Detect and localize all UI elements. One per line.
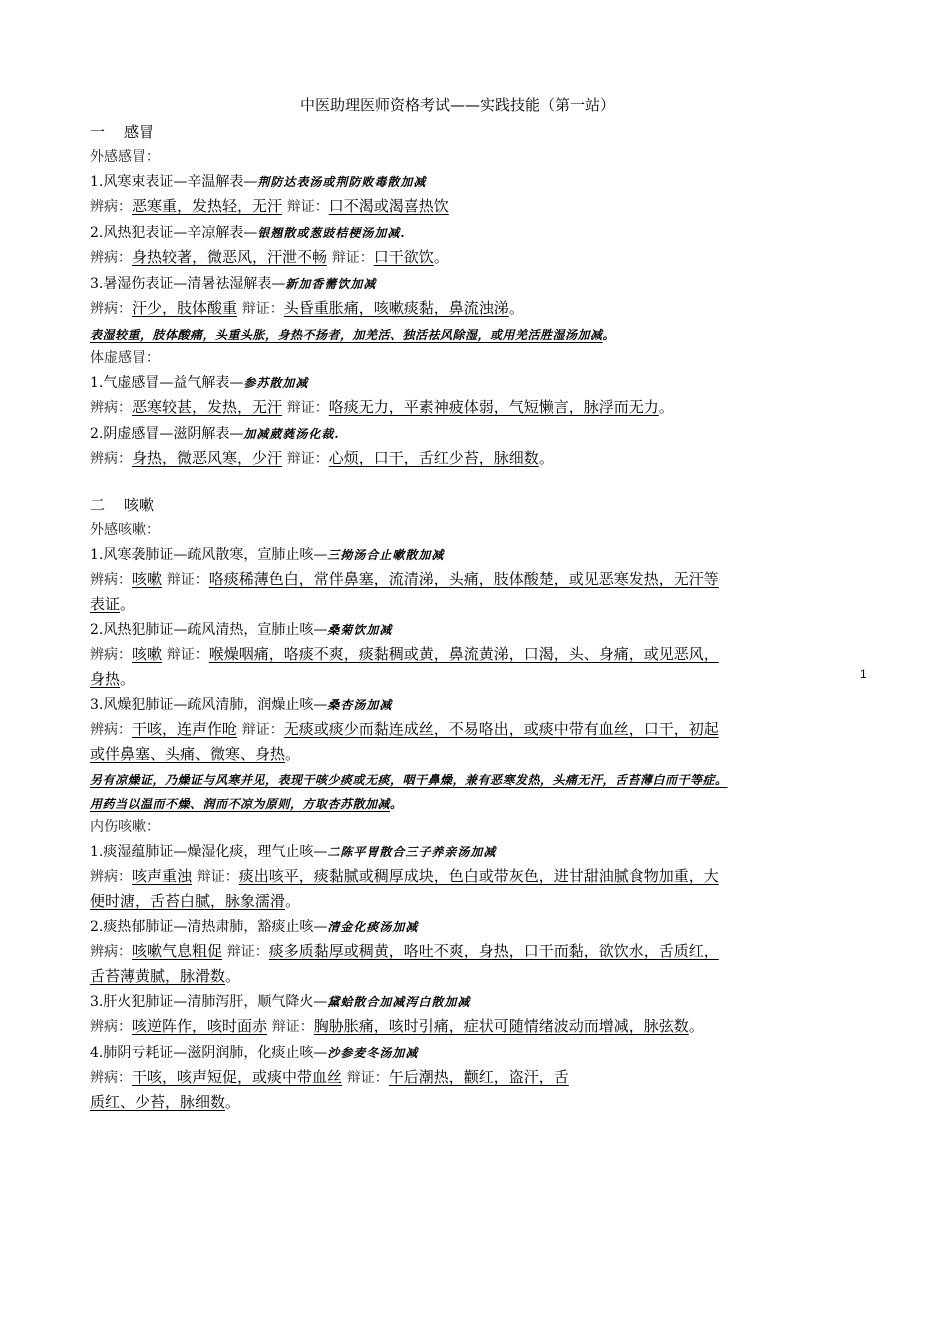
subheading: 外感咳嗽：: [90, 522, 160, 538]
diagnosis-line: 辨病：恶寒重，发热轻，无汗 辩证：口不渴或渴喜热饮: [90, 197, 449, 215]
syndrome-heading: 3.肝火犯肺证—清肺泻肝，顺气降火—黛蛤散合加减泻白散加减: [90, 994, 471, 1010]
document-body: [90, 120, 730, 1116]
diagnosis-line: 辨病：咳声重浊 辩证：痰出咳平，痰黏腻或稠厚成块，色白或带灰色，进甘甜油腻食物加重，大便时溏，舌苔白腻，脉象濡滑。: [90, 867, 719, 910]
diagnosis-line: 辨病：干咳，连声作呛 辩证：无痰或痰少而黏连成丝，不易咯出，或痰中带有血丝，口干，初起或伴鼻塞、头痛、微寒、身热。: [90, 720, 719, 763]
diagnosis-line: 辨病：汗少，肢体酸重 辩证：头昏重胀痛，咳嗽痰黏，鼻流浊涕。: [90, 299, 524, 317]
diagnosis-line: 辨病：身热，微恶风寒，少汗 辩证：心烦，口干，舌红少苔，脉细数。: [90, 449, 554, 467]
diagnosis-line: 辨病：咳嗽气息粗促 辩证：痰多质黏厚或稠黄，咯吐不爽，身热，口干而黏，欲饮水，舌质红，舌苔薄黄腻，脉滑数。: [90, 942, 719, 985]
syndrome-heading: 4.肺阴亏耗证—滋阴润肺，化痰止咳—沙参麦冬汤加减: [90, 1045, 419, 1061]
syndrome-heading: 2.风热犯表证—辛凉解表—银翘散或葱豉桔梗汤加减.: [90, 225, 406, 241]
note-text: 另有凉燥证，乃燥证与风寒并见，表现干咳少痰或无痰，咽干鼻燥，兼有恶寒发热，头痛无汗，舌苔薄白而干等症。用药当以温而不燥、润而不凉为原则，方取杏苏散加减。: [90, 773, 728, 811]
syndrome-heading: 2.痰热郁肺证—清热肃肺，豁痰止咳—清金化痰汤加减: [90, 919, 419, 935]
diagnosis-line: 辨病：咳嗽 辩证：咯痰稀薄色白，常伴鼻塞，流清涕，头痛，肢体酸楚，或见恶寒发热，无汗等表证。: [90, 570, 719, 613]
prescription: 黛蛤散合加减泻白散加减: [327, 995, 471, 1009]
diagnosis-line: 辨病：身热较著，微恶风，汗泄不畅 辩证：口干欲饮。: [90, 248, 449, 266]
prescription: 荆防达表汤或荆防败毒散加减: [257, 175, 427, 189]
section-number: 二: [90, 496, 106, 514]
subheading: 体虚感冒：: [90, 350, 160, 366]
prescription: 加减葳蕤汤化裁.: [243, 427, 340, 441]
section-name: 感冒: [124, 123, 155, 141]
diagnosis-line: 辨病：恶寒较甚，发热，无汗 辩证：咯痰无力，平素神疲体弱，气短懒言，脉浮而无力。: [90, 398, 674, 416]
subheading: 内伤咳嗽：: [90, 819, 160, 835]
syndrome-heading: 2.阴虚感冒—滋阴解表—加减葳蕤汤化裁.: [90, 426, 340, 442]
section-number: 一: [90, 123, 106, 141]
syndrome-heading: 3.暑湿伤表证—清暑祛湿解表—新加香薷饮加减: [90, 276, 377, 292]
syndrome-heading: 3.风燥犯肺证—疏风清肺，润燥止咳—桑杏汤加减: [90, 697, 393, 713]
prescription: 新加香薷饮加减: [285, 277, 377, 291]
subheading: 外感感冒：: [90, 149, 160, 165]
syndrome-heading: 2.风热犯肺证—疏风清热，宣肺止咳—桑菊饮加减: [90, 622, 393, 638]
prescription: 银翘散或葱豉桔梗汤加减.: [257, 226, 406, 240]
prescription: 清金化痰汤加减: [327, 920, 419, 934]
note-text: 表湿较重，肢体酸痛，头重头胀，身热不扬者，加羌活、独活祛风除湿，或用羌活胜湿汤加减。: [90, 328, 616, 342]
syndrome-heading: 1.风寒束表证—辛温解表—荆防达表汤或荆防败毒散加减: [90, 174, 427, 190]
prescription: 参苏散加减: [243, 376, 309, 390]
diagnosis-line: 辨病：干咳，咳声短促，或痰中带血丝 辩证：午后潮热，颧红，盗汗，舌 质红、少苔，脉细数。: [90, 1068, 569, 1111]
syndrome-heading: 1.痰湿蕴肺证—燥湿化痰，理气止咳—二陈平胃散合三子养亲汤加减: [90, 844, 497, 860]
prescription: 沙参麦冬汤加减: [327, 1046, 419, 1060]
syndrome-heading: 1.风寒袭肺证—疏风散寒，宣肺止咳—三拗汤合止嗽散加减: [90, 547, 445, 563]
diagnosis-line: 辨病：咳嗽 辩证：喉燥咽痛，咯痰不爽，痰黏稠或黄，鼻流黄涕，口渴，头、身痛，或见恶风，身热。: [90, 645, 719, 688]
prescription: 三拗汤合止嗽散加减: [327, 548, 445, 562]
prescription: 桑杏汤加减: [327, 698, 393, 712]
section-heading-kesou: [90, 495, 730, 515]
prescription: 二陈平胃散合三子养亲汤加减: [327, 845, 497, 859]
prescription: 桑菊饮加减: [327, 623, 393, 637]
syndrome-heading: 1.气虚感冒—益气解表—参苏散加减: [90, 375, 309, 391]
section-name: 咳嗽: [124, 496, 155, 514]
page-number: 1: [860, 667, 867, 681]
page-title: 中医助理医师资格考试——实践技能（第一站）: [300, 96, 616, 114]
section-heading-ganmao: [90, 122, 730, 142]
diagnosis-line: 辨病：咳逆阵作，咳时面赤 辩证：胸胁胀痛，咳时引痛，症状可随情绪波动而增减，脉弦数。: [90, 1017, 704, 1035]
